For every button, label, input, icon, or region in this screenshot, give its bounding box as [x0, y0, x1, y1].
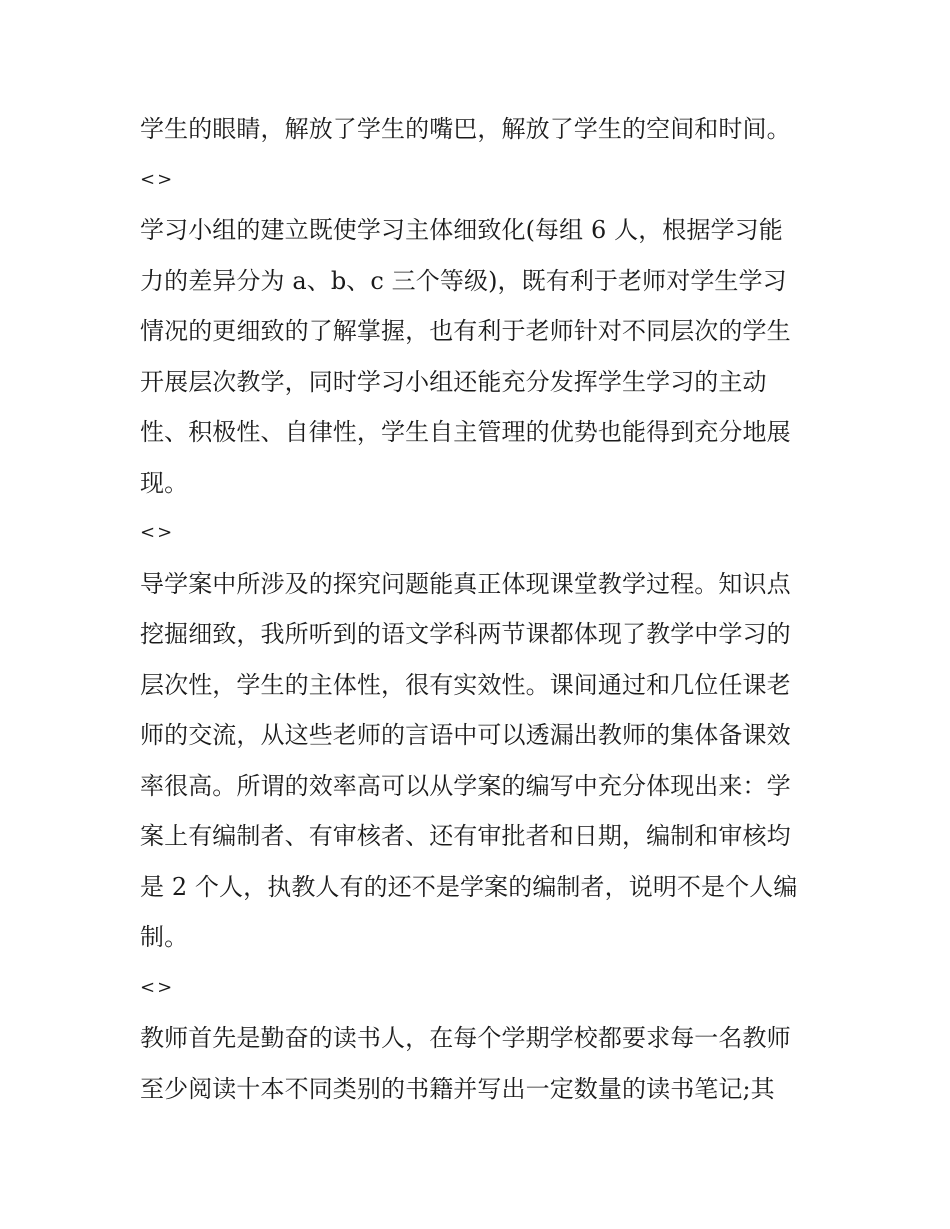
text-line: 教师首先是勤奋的读书人，在每个学期学校都要求每一名教师: [140, 1024, 791, 1052]
section-marker: <>: [140, 522, 175, 543]
text-line: 力的差异分为 a、b、c 三个等级)，既有利于老师对学生学习: [140, 266, 787, 295]
text-line: 案上有编制者、有审核者、还有审批者和日期，编制和审核均: [140, 822, 791, 850]
text-line: 师的交流，从这些老师的言语中可以透漏出教师的集体备课效: [140, 721, 791, 749]
document-body: [140, 104, 830, 1114]
paragraph-3: [140, 559, 830, 963]
text-line: 学习小组的建立既使学习主体细致化(每组 6 人，根据学习能: [140, 216, 783, 244]
text-line: 性、积极性、自律性，学生自主管理的优势也能得到充分地展: [140, 418, 791, 446]
text-line: 层次性，学生的主体性，很有实效性。课间通过和几位任课老: [140, 670, 791, 699]
text-line: 情况的更细致的了解掌握，也有利于老师针对不同层次的学生: [140, 317, 791, 345]
text-line: 导学案中所涉及的探究问题能真正体现课堂教学过程。知识点: [140, 569, 791, 598]
text-line: 至少阅读十本不同类别的书籍并写出一定数量的读书笔记;其: [140, 1074, 775, 1103]
paragraph-2: [140, 205, 830, 508]
text-line: 开展层次教学，同时学习小组还能充分发挥学生学习的主动: [140, 367, 767, 396]
text-line: 制。: [140, 923, 189, 951]
section-marker: <>: [140, 168, 175, 190]
section-marker: <>: [140, 976, 175, 998]
paragraph-4: [140, 1013, 830, 1114]
text-line: 挖掘细致，我所听到的语文学科两节课都体现了教学中学习的: [140, 620, 791, 648]
text-line: 率很高。所谓的效率高可以从学案的编写中充分体现出来：学: [140, 771, 791, 800]
text-line: 现。: [140, 468, 189, 497]
text-line: 是 2 个人，执教人有的还不是学案的编制者，说明不是个人编: [140, 872, 798, 901]
text-line: 学生的眼睛，解放了学生的嘴巴，解放了学生的空间和时间。: [140, 115, 791, 143]
paragraph-1: [140, 104, 830, 155]
